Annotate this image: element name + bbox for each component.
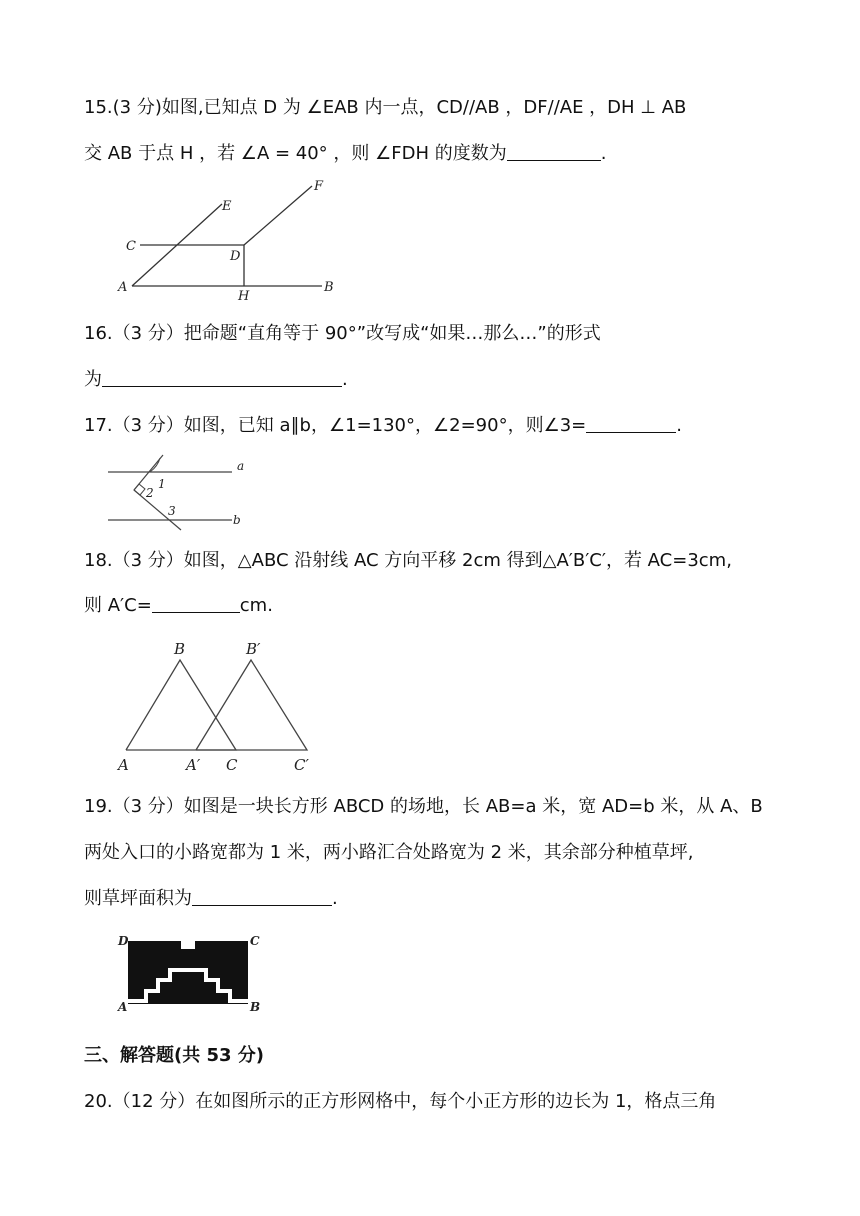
label-a: A (118, 756, 129, 774)
label-e: E (222, 199, 232, 214)
q18-answer-blank[interactable] (152, 594, 240, 613)
q16-answer-blank[interactable] (102, 368, 342, 387)
label-b: B (174, 640, 186, 658)
label-b: b (233, 513, 241, 527)
label-a: a (237, 459, 245, 473)
label-b: B (324, 280, 334, 295)
section-3-title: 三、解答题(共 53 分) (84, 1045, 265, 1066)
q19-line-2: 两处入口的小路宽都为 1 米，两小路汇合处路宽为 2 米，其余部分种植草坪, (84, 842, 694, 863)
triangle-abc (126, 660, 236, 750)
label-b: B (250, 1000, 261, 1014)
q19-line-1: 19.（3 分）如图是一块长方形 ABCD 的场地，长 AB=a 米，宽 AD=b 米，从 A、B (84, 796, 763, 817)
label-angle-1: 1 (158, 477, 166, 491)
label-c: C (250, 934, 260, 948)
label-ap: A′ (186, 756, 201, 774)
right-angle-mark (134, 484, 145, 495)
label-a: A (118, 280, 128, 295)
label-d: D (230, 249, 241, 264)
label-bp: B′ (246, 640, 261, 658)
label-cp: C′ (294, 756, 309, 774)
q19-answer-blank[interactable] (192, 887, 332, 906)
label-c: C (226, 756, 238, 774)
label-f: F (314, 179, 324, 194)
q19-figure (112, 930, 262, 1016)
label-c: C (126, 239, 136, 254)
q18-line-2: 则 A′C= cm. (84, 595, 273, 616)
label-a: A (118, 1000, 128, 1014)
q17-answer-blank[interactable] (586, 414, 676, 433)
q19-line-3: 则草坪面积为 . (84, 888, 338, 909)
q18-figure (114, 632, 324, 777)
q18-line-1: 18.（3 分）如图，△ABC 沿射线 AC 方向平移 2cm 得到△A′B′C′，若 AC=3cm, (84, 550, 732, 571)
q16-line-1: 16.（3 分）把命题“直角等于 90°”改写成“如果…那么…”的形式 (84, 323, 601, 344)
label-h: H (238, 289, 250, 304)
q20-line-1: 20.（12 分）在如图所示的正方形网格中，每个小正方形的边长为 1，格点三角 (84, 1091, 717, 1112)
q15-line-1: 15.(3 分)如图,已知点 D 为 ∠EAB 内一点，CD//AB ，DF//AE ，DH ⊥ AB (84, 97, 687, 118)
label-angle-3: 3 (168, 504, 176, 518)
q15-answer-blank[interactable] (507, 142, 601, 161)
q17-line-1: 17.（3 分）如图，已知 a∥b，∠1=130°，∠2=90°，则∠3= . (84, 415, 682, 436)
label-angle-2: 2 (146, 486, 154, 500)
label-d: D (118, 934, 129, 948)
q15-line-2: 交 AB 于点 H ，若 ∠A = 40° ，则 ∠FDH 的度数为 . (84, 143, 607, 164)
q16-line-2: 为 . (84, 369, 348, 390)
triangle-apbpcp (196, 660, 307, 750)
line-df (244, 186, 312, 245)
q15-figure (110, 175, 350, 305)
q17-figure (104, 450, 254, 535)
